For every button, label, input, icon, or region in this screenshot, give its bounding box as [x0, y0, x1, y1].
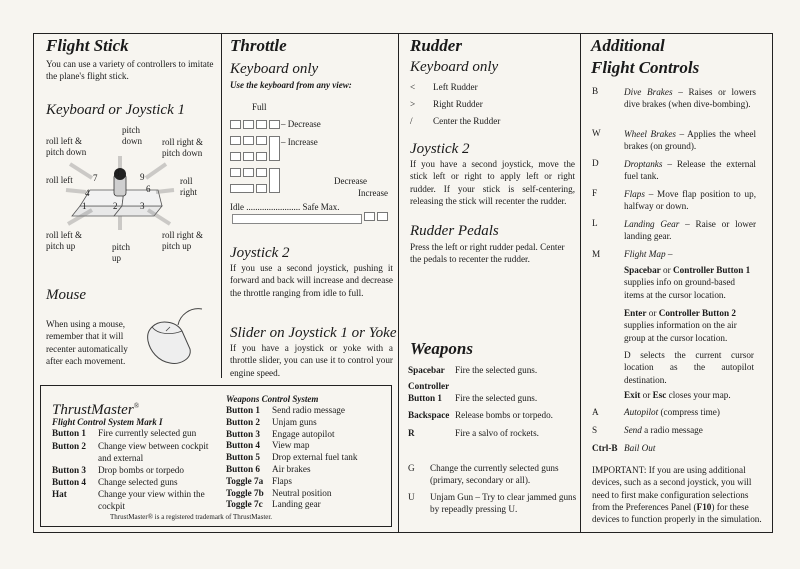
tm-button-key: Hat — [52, 489, 67, 499]
additional-name: Dive Brakes — [624, 87, 673, 97]
wcs-button-key: Button 3 — [226, 428, 260, 439]
wcs-button-key: Button 6 — [226, 464, 260, 474]
additional-key-m: M — [592, 249, 601, 259]
rudder-key-desc: Left Rudder — [433, 82, 478, 92]
keypad-key-7: 7 — [93, 173, 98, 183]
column-divider-2 — [398, 33, 399, 533]
wcs-button-key: Button 1 — [226, 405, 260, 415]
keypad-key-6: 6 — [146, 184, 151, 194]
wcs-button-key: Button 5 — [226, 452, 260, 463]
wcs-button-desc: Landing gear — [272, 499, 321, 510]
column-divider-3 — [580, 33, 581, 533]
key-minus — [269, 120, 280, 129]
key-plus — [269, 136, 280, 161]
key — [243, 168, 254, 177]
additional-title-1: Additional — [591, 36, 665, 55]
additional-key: F — [592, 188, 598, 198]
throttle-title: Throttle — [230, 36, 287, 55]
additional-desc — [624, 188, 756, 213]
additional-desc — [624, 158, 756, 183]
slider-text: If you have a joystick or yoke with a throttle slider, you can use it to control your engine speed. — [230, 343, 393, 378]
wcs-button-desc: Flaps — [272, 475, 292, 486]
additional-name: Wheel Brakes — [624, 129, 677, 139]
trademark-note: ThrustMaster® is a registered trademark of ThrustMaster. — [110, 513, 273, 521]
tm-button-key: Button 1 — [52, 428, 86, 438]
rudder-pedals-heading: Rudder Pedals — [410, 223, 499, 239]
column-divider-1 — [221, 33, 222, 378]
label-roll-left: roll left — [46, 175, 73, 185]
thrustmaster-subtitle: Flight Control System Mark I — [52, 417, 163, 427]
wcs-button-key: Toggle 7c — [226, 499, 263, 510]
tm-button-key: Button 2 — [52, 441, 86, 451]
throttle-decrease-label: – Decrease — [281, 119, 321, 129]
throttle-full-label: Full — [252, 102, 267, 112]
map-d-text: D selects the current cursor location as the autopilot destination. — [624, 350, 754, 385]
wcs-button-key: Button 4 — [226, 440, 260, 451]
flight-stick-title: Flight Stick — [46, 36, 129, 55]
additional-desc — [624, 86, 756, 111]
weapons-row-controller-desc: Fire the selected guns. — [455, 393, 538, 403]
throttle-keyboard-heading: Keyboard only — [230, 61, 319, 77]
additional-key: L — [592, 218, 598, 228]
additional-detail: – Applies the wheel brakes (on ground). — [624, 129, 757, 152]
additional-detail: – Move flap position to up, halfway or down. — [624, 189, 756, 212]
key — [256, 152, 267, 161]
thrustmaster-title: ThrustMaster® — [52, 402, 140, 418]
additional-key-a: A — [592, 407, 599, 417]
autopilot-text: Autopilot (compress time) — [624, 407, 720, 417]
wcs-button-key: Toggle 7a — [226, 475, 264, 486]
label-roll-right: roll right — [180, 176, 197, 197]
label-roll-left-pitch-up: roll left & pitch up — [46, 230, 82, 251]
keypad-key-8: 8 — [115, 168, 120, 178]
mouse-heading: Mouse — [46, 287, 86, 303]
throttle-keyboard-note: Use the keyboard from any view: — [230, 80, 352, 90]
map-spacebar-text: Spacebar or Controller Button 1 supplies info on ground-based items at the cursor location. — [624, 265, 751, 300]
weapons-row-r: R Fire a salvo of rockets. — [408, 428, 539, 438]
throttle-increase2-label: Increase — [358, 188, 388, 198]
additional-name: Droptanks — [624, 159, 663, 169]
keypad-key-2: 2 — [113, 201, 118, 211]
flight-map-label: Flight Map – — [624, 249, 673, 259]
wcs-button-desc: Drop external fuel tank — [272, 452, 358, 463]
weapons-desc-u: Unjam Gun – Try to clear jammed guns by repeadly pressing U. — [430, 492, 577, 514]
label-roll-right-pitch-down: roll right & pitch down — [162, 137, 203, 158]
throttle-joystick2-heading: Joystick 2 — [230, 245, 290, 261]
tm-button-desc: Change view between cockpit and external — [98, 441, 209, 463]
rudder-joystick2-heading: Joystick 2 — [410, 141, 470, 157]
wcs-button-desc: Engage autopilot — [272, 428, 335, 439]
key — [256, 168, 267, 177]
throttle-idle-safe-max: Idle ........................ Safe Max. — [230, 202, 340, 212]
weapons-row-backspace: Backspace Release bombs or torpedo. — [408, 410, 553, 420]
send-radio-text: Send a radio message — [624, 425, 703, 435]
weapons-key-u: U — [408, 492, 415, 502]
weapons-key-g: G — [408, 463, 415, 473]
key — [230, 136, 241, 145]
additional-key: B — [592, 86, 599, 96]
key — [230, 152, 241, 161]
label-roll-right-pitch-up: roll right & pitch up — [162, 230, 203, 251]
wcs-title: Weapons Control System — [226, 394, 319, 404]
additional-desc — [624, 218, 756, 243]
rudder-key-desc: Center the Rudder — [433, 116, 501, 126]
throttle-joystick2-text: If you use a second joystick, pushing it forward and back will increase and decrease the throttle ranging from idle to full. — [230, 263, 393, 298]
additional-key: W — [592, 128, 601, 138]
key — [230, 168, 241, 177]
rudder-key-desc: Right Rudder — [433, 99, 483, 109]
key — [243, 152, 254, 161]
additional-key-s: S — [592, 425, 598, 435]
wcs-button-desc: Send radio message — [272, 405, 345, 415]
keypad-key-1: 1 — [82, 201, 87, 211]
additional-desc — [624, 128, 756, 153]
additional-name: Flaps — [624, 189, 645, 199]
throttle-keys-row — [232, 214, 362, 224]
wcs-button-desc: Air brakes — [272, 464, 311, 474]
throttle-increase-label: – Increase — [281, 137, 318, 147]
rudder-joystick2-text: If you have a second joystick, move the stick left or right to apply left or right rudder. If your stick is self-centering, releasing the stick will recenter the rudder. — [410, 159, 575, 206]
wcs-button-desc: View map — [272, 440, 310, 451]
keypad-key-9: 9 — [140, 172, 145, 182]
label-roll-left-pitch-down: roll left & pitch down — [46, 136, 87, 157]
keyboard-joystick-heading: Keyboard or Joystick 1 — [46, 102, 185, 118]
rudder-key: > — [410, 99, 416, 109]
additional-detail: – Raises or lowers dive brakes (when dive-bombing). — [624, 87, 756, 110]
rudder-title: Rudder — [410, 36, 462, 55]
wcs-button-key: Button 2 — [226, 416, 260, 427]
tm-button-desc: Fire currently selected gun — [98, 428, 197, 438]
additional-title-2: Flight Controls — [591, 58, 700, 77]
tm-button-key: Button 3 — [52, 465, 86, 475]
rudder-key: / — [410, 116, 413, 126]
map-enter-text: Enter or Controller Button 2 supplies information on the air group at the cursor location. — [624, 308, 737, 343]
key — [256, 120, 267, 129]
key-0 — [230, 184, 254, 193]
additional-detail: – Raise or lower landing gear. — [624, 219, 756, 242]
mouse-icon — [140, 305, 215, 370]
key-increase — [377, 212, 388, 221]
rudder-keyboard-heading: Keyboard only — [410, 59, 499, 75]
label-pitch-down: pitch down — [122, 125, 142, 146]
key-enter — [269, 168, 280, 193]
slider-heading: Slider on Joystick 1 or Yoke — [230, 325, 397, 341]
label-pitch-up: pitch up — [112, 242, 130, 263]
map-exit-text: Exit or Esc closes your map. — [624, 390, 731, 400]
key — [230, 120, 241, 129]
key-decrease — [364, 212, 375, 221]
wcs-button-desc: Unjam guns — [272, 416, 317, 427]
rudder-pedals-text: Press the left or right rudder pedal. Center the pedals to recenter the rudder. — [410, 242, 565, 265]
mouse-text: When using a mouse, remember that it will recenter automatically after each movement. — [46, 319, 128, 366]
key — [243, 136, 254, 145]
weapons-row-spacebar: Spacebar Fire the selected guns. — [408, 365, 538, 375]
tm-button-key: Button 4 — [52, 477, 86, 487]
keypad-key-3: 3 — [140, 201, 145, 211]
keypad-key-4: 4 — [85, 188, 90, 198]
additional-name: Landing Gear — [624, 219, 680, 229]
key — [256, 136, 267, 145]
weapons-desc-g: Change the currently selected guns (primary, secondary or all). — [430, 463, 559, 485]
key — [243, 120, 254, 129]
joystick-keypad-diagram — [62, 150, 177, 232]
weapons-row-controller: Controller Button 1 — [408, 381, 449, 403]
additional-key: D — [592, 158, 599, 168]
weapons-title: Weapons — [410, 339, 473, 358]
rudder-key: < — [410, 82, 416, 92]
wcs-button-desc: Neutral position — [272, 487, 332, 498]
bail-out-text: Bail Out — [624, 443, 656, 453]
tm-button-desc: Change selected guns — [98, 477, 178, 487]
tm-button-desc: Change your view within the cockpit — [98, 489, 205, 511]
important-note: IMPORTANT: If you are using additional devices, such as a second joystick, you will need to first make configuration selections from the Preferences Panel (F10) for these devices to function properly in the simulation. — [592, 465, 762, 525]
wcs-button-key: Toggle 7b — [226, 487, 264, 498]
tm-button-desc: Drop bombs or torpedo — [98, 465, 184, 475]
key — [256, 184, 267, 193]
additional-detail: – Release the external fuel tank. — [624, 159, 756, 182]
additional-key-ctrl-b: Ctrl-B — [592, 443, 618, 453]
throttle-decrease2-label: Decrease — [334, 176, 367, 186]
flight-stick-intro: You can use a variety of controllers to imitate the plane's flight stick. — [46, 59, 214, 82]
